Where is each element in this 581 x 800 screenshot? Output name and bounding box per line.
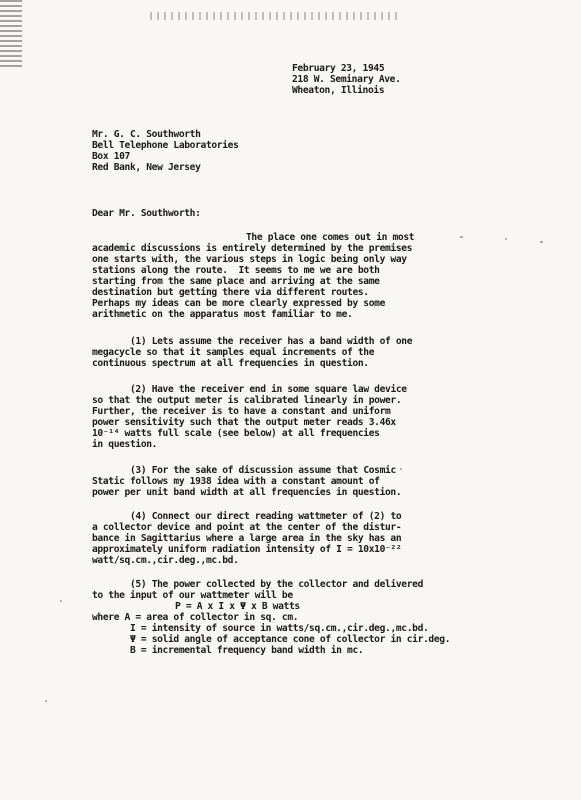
sender-street: 218 W. Seminary Ave. — [292, 74, 401, 85]
definition-line: where A = area of collector in sq. cm. — [92, 612, 299, 623]
paragraph-line: (4) Connect our direct reading wattmeter of (2) to — [130, 511, 402, 522]
recipient-box: Box 107 — [92, 151, 130, 162]
scan-speck — [505, 238, 507, 240]
scan-speck — [400, 468, 402, 470]
paragraph-line: arithmetic on the apparatus most familiar to me. — [92, 309, 353, 320]
paragraph-line: in question. — [92, 439, 158, 450]
paragraph-line: The place one comes out in most — [246, 232, 415, 243]
paragraph-line: starting from the same place and arriving at the same — [92, 276, 380, 287]
paragraph-line: academic discussions is entirely determined by the premises — [92, 243, 413, 254]
paragraph-line: 10⁻¹⁴ watts full scale (see below) at all frequencies — [92, 428, 380, 439]
definition-line: B = incremental frequency band width in mc. — [130, 645, 364, 656]
paragraph-line: Static follows my 1938 idea with a constant amount of — [92, 476, 380, 487]
scan-noise — [150, 12, 400, 20]
paragraph-line: destination but getting there via different routes. — [92, 287, 369, 298]
scan-edge-mark — [0, 0, 22, 70]
paragraph-line: Further, the receiver is to have a constant and uniform — [92, 406, 391, 417]
scan-speck — [460, 236, 463, 238]
paragraph-line: watt/sq.cm.,cir.deg.,mc.bd. — [92, 555, 239, 566]
recipient-name: Mr. G. C. Southworth — [92, 129, 201, 140]
paragraph-line: (5) The power collected by the collector and delivered — [130, 579, 424, 590]
scan-speck — [45, 700, 47, 702]
paragraph-line: approximately uniform radiation intensity of I = 10x10⁻²² — [92, 544, 402, 555]
paragraph-line: to the input of our wattmeter will be — [92, 590, 293, 601]
power-formula: P = A x I x Ψ x B watts — [175, 601, 300, 612]
scan-speck — [540, 241, 543, 243]
scan-speck — [60, 600, 62, 602]
definition-line: Ψ = solid angle of acceptance cone of collector in cir.deg. — [130, 634, 451, 645]
paragraph-line: (3) For the sake of discussion assume that Cosmic — [130, 465, 396, 476]
salutation: Dear Mr. Southworth: — [92, 208, 201, 219]
paragraph-line: stations along the route. It seems to me we are both — [92, 265, 380, 276]
paragraph-line: megacycle so that it samples equal increments of the — [92, 347, 375, 358]
paragraph-line: (1) Lets assume the receiver has a band width of one — [130, 336, 413, 347]
letter-date: February 23, 1945 — [292, 63, 385, 74]
paragraph-line: power sensitivity such that the output meter reads 3.46x — [92, 417, 396, 428]
paragraph-line: continuous spectrum at all frequencies in question. — [92, 358, 369, 369]
paragraph-line: a collector device and point at the center of the distur- — [92, 522, 402, 533]
recipient-town: Red Bank, New Jersey — [92, 162, 201, 173]
paragraph-line: one starts with, the various steps in logic being only way — [92, 254, 407, 265]
paragraph-line: (2) Have the receiver end in some square law device — [130, 384, 407, 395]
definition-line: I = intensity of source in watts/sq.cm.,cir.deg.,mc.bd. — [130, 623, 429, 634]
paragraph-line: so that the output meter is calibrated linearly in power. — [92, 395, 402, 406]
sender-city: Wheaton, Illinois — [292, 85, 385, 96]
paragraph-line: Perhaps my ideas can be more clearly expressed by some — [92, 298, 386, 309]
paragraph-line: power per unit band width at all frequencies in question. — [92, 487, 402, 498]
paragraph-line: bance in Sagittarius where a large area in the sky has an — [92, 533, 402, 544]
recipient-company: Bell Telephone Laboratories — [92, 140, 239, 151]
